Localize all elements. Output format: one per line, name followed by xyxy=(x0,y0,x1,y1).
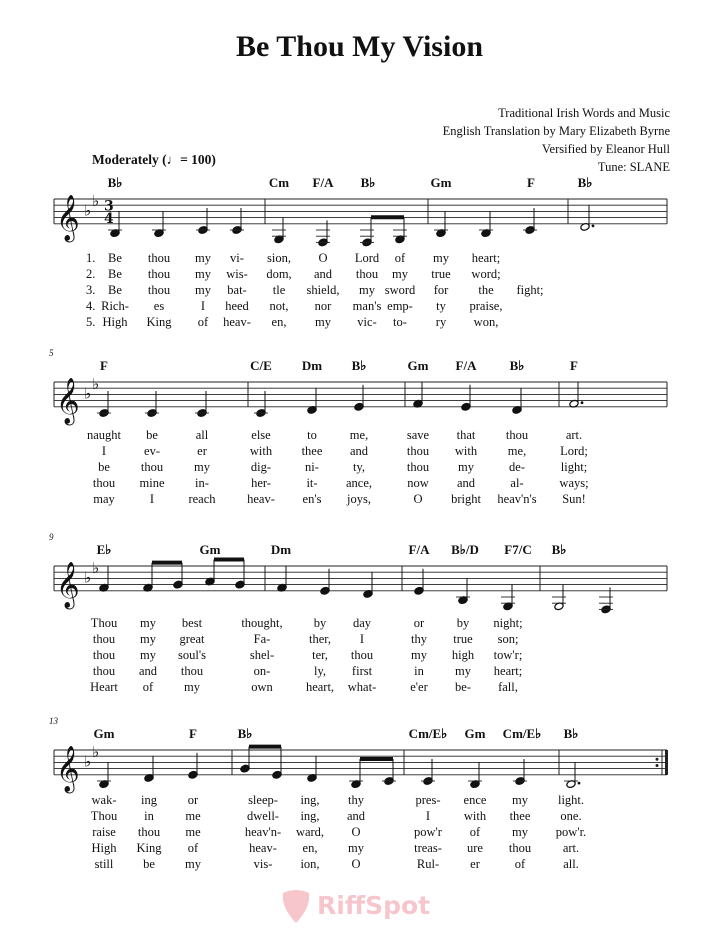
chord-symbol: F/A xyxy=(408,542,430,557)
lyric-syllable: my xyxy=(458,460,474,474)
lyric-syllable: in xyxy=(414,664,424,678)
chord-symbol: F xyxy=(527,175,535,190)
lyric-syllable: ing, xyxy=(300,793,320,807)
lyric-syllable: shel- xyxy=(249,648,275,662)
lyric-syllable: not, xyxy=(269,299,289,313)
chord-symbol: C/E xyxy=(250,358,272,373)
chord-symbol: F xyxy=(189,726,197,741)
lyric-syllable: and xyxy=(456,476,476,490)
lyric-syllable: ry xyxy=(435,315,447,329)
flat-e: ♭ xyxy=(92,743,100,762)
dot xyxy=(592,225,595,228)
lyric-syllable: own xyxy=(251,680,273,694)
lyric-syllable: my xyxy=(184,680,200,694)
lyric-syllable: Be xyxy=(108,267,122,281)
lyric-syllable: Thou xyxy=(90,616,118,630)
verse-number: 1. xyxy=(86,251,96,265)
lyric-syllable: me xyxy=(185,825,201,839)
treble-clef: 𝄞 xyxy=(56,745,80,792)
guitar-pick-icon xyxy=(277,887,315,925)
lyric-syllable: O xyxy=(413,492,423,506)
chord-symbol: B♭/D xyxy=(451,542,479,557)
lyric-syllable: true xyxy=(431,267,451,281)
credit-translation: English Translation by Mary Elizabeth Byrne xyxy=(442,124,670,138)
lyric-syllable: King xyxy=(136,841,162,855)
chord-symbol: Gm xyxy=(464,726,486,741)
lyric-syllable: nor xyxy=(314,299,332,313)
lyric-syllable: her- xyxy=(251,476,271,490)
lyric-syllable: Rich- xyxy=(101,299,129,313)
lyric-syllable: be xyxy=(143,857,155,871)
lyric-syllable: be xyxy=(146,428,158,442)
lyric-syllable: e'er xyxy=(410,680,428,694)
lyric-syllable: with xyxy=(249,444,273,458)
lyric-syllable: to- xyxy=(393,315,407,329)
lyric-syllable: day xyxy=(352,616,372,630)
dot xyxy=(578,782,581,785)
chord-symbol: F xyxy=(570,358,578,373)
treble-clef: 𝄞 xyxy=(56,194,80,241)
lyric-syllable: bat- xyxy=(227,283,247,297)
chord-symbol: Gm xyxy=(93,726,115,741)
lyric-syllable: I xyxy=(200,299,206,313)
lyric-syllable: thou xyxy=(508,841,532,855)
dot xyxy=(581,401,584,404)
lyric-syllable: ther, xyxy=(308,632,332,646)
lyric-syllable: treas- xyxy=(414,841,442,855)
lyric-syllable: ence xyxy=(463,793,487,807)
flat-b: ♭ xyxy=(84,568,92,587)
lyric-syllable: what- xyxy=(347,680,377,694)
chord-symbol: B♭ xyxy=(577,175,593,190)
lyric-syllable: dwell- xyxy=(247,809,279,823)
chord-symbol: Dm xyxy=(270,542,292,557)
lyric-syllable: heav- xyxy=(223,315,251,329)
lyric-syllable: I xyxy=(101,444,107,458)
flat-b: ♭ xyxy=(84,384,92,403)
lyric-syllable: en's xyxy=(302,492,322,506)
lyric-syllable: me, xyxy=(349,428,369,442)
chord-symbol: B♭ xyxy=(351,358,367,373)
lyric-syllable: Lord xyxy=(354,251,380,265)
staff-system xyxy=(54,375,667,426)
lyric-syllable: fight; xyxy=(516,283,544,297)
lyric-syllable: else xyxy=(251,428,271,442)
lyric-syllable: vis- xyxy=(253,857,273,871)
lyric-syllable: my xyxy=(348,841,364,855)
lyric-syllable: the xyxy=(478,283,494,297)
lyric-syllable: Fa- xyxy=(253,632,271,646)
lyric-syllable: my xyxy=(140,648,156,662)
lyric-syllable: I xyxy=(425,809,431,823)
lyric-syllable: O xyxy=(351,825,361,839)
lyric-syllable: raise xyxy=(92,825,116,839)
chord-symbol: Gm xyxy=(430,175,452,190)
lyric-syllable: pow'r xyxy=(414,825,442,839)
flat-e: ♭ xyxy=(92,192,100,211)
lyric-syllable: ion, xyxy=(300,857,320,871)
riffspot-watermark xyxy=(277,887,447,927)
lyric-syllable: heart; xyxy=(493,664,523,678)
chord-symbol: B♭ xyxy=(360,175,376,190)
lyric-syllable: true xyxy=(453,632,473,646)
lyric-syllable: thou xyxy=(92,632,116,646)
lyric-syllable: heav- xyxy=(249,841,277,855)
chord-symbol: F7/C xyxy=(504,542,532,557)
lyric-syllable: by xyxy=(456,616,470,630)
lyric-syllable: bright xyxy=(451,492,481,506)
chord-symbol: E♭ xyxy=(96,542,112,557)
treble-clef: 𝄞 xyxy=(56,561,80,608)
lyric-syllable: wak- xyxy=(91,793,117,807)
lyric-syllable: my xyxy=(455,664,471,678)
lyric-syllable: fall, xyxy=(498,680,518,694)
lyric-syllable: thou xyxy=(147,251,171,265)
lyric-syllable: sleep- xyxy=(248,793,278,807)
lyric-syllable: light. xyxy=(557,793,585,807)
lyric-syllable: emp- xyxy=(387,299,413,313)
lyric-syllable: thou xyxy=(180,664,204,678)
lyric-syllable: now xyxy=(407,476,429,490)
flat-e: ♭ xyxy=(92,559,100,578)
lyric-syllable: thy xyxy=(411,632,427,646)
lyric-syllable: my xyxy=(512,793,528,807)
lyric-syllable: I xyxy=(149,492,155,506)
lyric-syllable: or xyxy=(413,616,425,630)
lyric-syllable: night; xyxy=(493,616,523,630)
lyric-syllable: thee xyxy=(301,444,323,458)
lyric-syllable: all. xyxy=(563,857,579,871)
lyric-syllable: ni- xyxy=(305,460,319,474)
lyric-syllable: tow'r; xyxy=(493,648,523,662)
watermark-text: RiffSpot xyxy=(317,891,431,920)
lyric-syllable: King xyxy=(146,315,172,329)
lyric-syllable: my xyxy=(315,315,331,329)
lyric-syllable: me xyxy=(185,809,201,823)
lyric-syllable: Thou xyxy=(90,809,118,823)
lyric-syllable: of xyxy=(197,315,209,329)
treble-clef: 𝄞 xyxy=(56,377,80,424)
lyric-syllable: to xyxy=(307,428,317,442)
time-signature-top: 3 xyxy=(104,198,114,215)
lyric-syllable: es xyxy=(153,299,165,313)
lyric-syllable: be- xyxy=(455,680,471,694)
lyric-syllable: thou xyxy=(140,460,164,474)
lyric-syllable: thou xyxy=(147,267,171,281)
lyric-syllable: shield, xyxy=(306,283,340,297)
lyric-syllable: Sun! xyxy=(562,492,586,506)
chord-symbol: B♭ xyxy=(551,542,567,557)
lyric-syllable: my xyxy=(195,283,211,297)
lyric-syllable: in xyxy=(144,809,154,823)
lyric-syllable: my xyxy=(433,251,449,265)
lyric-syllable: son; xyxy=(497,632,519,646)
chord-symbol: Dm xyxy=(301,358,323,373)
lyric-syllable: ly, xyxy=(313,664,327,678)
lyric-syllable: thou xyxy=(137,825,161,839)
flat-b: ♭ xyxy=(84,201,92,220)
measure-number: 5 xyxy=(49,348,54,358)
lyric-syllable: my xyxy=(512,825,528,839)
lyric-syllable: reach xyxy=(188,492,216,506)
final-barline-thick xyxy=(665,750,668,775)
lyric-syllable: sword xyxy=(384,283,416,297)
lyric-syllable: ter, xyxy=(312,648,328,662)
lyric-syllable: best xyxy=(181,616,203,630)
chord-symbol: B♭ xyxy=(237,726,253,741)
credit-tune: Tune: SLANE xyxy=(597,160,670,174)
lyric-syllable: Lord; xyxy=(560,444,588,458)
lyric-syllable: praise, xyxy=(469,299,503,313)
lyric-syllable: by xyxy=(313,616,327,630)
lyric-syllable: heart; xyxy=(471,251,501,265)
lyric-syllable: of xyxy=(187,841,199,855)
lyric-syllable: heav'n's xyxy=(497,492,537,506)
lyric-syllable: mine xyxy=(139,476,165,490)
lyric-syllable: thou xyxy=(406,444,430,458)
lyric-syllable: heav- xyxy=(247,492,275,506)
measure-number: 9 xyxy=(49,532,54,542)
lyric-syllable: or xyxy=(187,793,199,807)
lyric-syllable: dig- xyxy=(250,460,272,474)
lyric-syllable: of xyxy=(514,857,526,871)
lyric-syllable: thou xyxy=(147,283,171,297)
lyric-syllable: first xyxy=(351,664,373,678)
lyric-syllable: word; xyxy=(471,267,501,281)
lyric-syllable: Be xyxy=(108,251,122,265)
lyric-syllable: thee xyxy=(509,809,531,823)
lyric-syllable: thou xyxy=(406,460,430,474)
repeat-dot xyxy=(656,758,659,761)
lyric-syllable: ev- xyxy=(144,444,160,458)
lyric-syllable: vic- xyxy=(357,315,377,329)
lyric-syllable: thou xyxy=(505,428,529,442)
lyric-syllable: high xyxy=(451,648,475,662)
chord-symbol: F/A xyxy=(312,175,334,190)
flat-e: ♭ xyxy=(92,375,100,394)
lyric-syllable: won, xyxy=(473,315,499,329)
lyric-syllable: and xyxy=(313,267,333,281)
lyric-syllable: ty xyxy=(436,299,446,313)
lyric-syllable: soul's xyxy=(178,648,206,662)
lyric-syllable: heed xyxy=(225,299,249,313)
lyric-syllable: thou xyxy=(92,476,116,490)
lyric-syllable: and xyxy=(138,664,158,678)
chord-symbol: B♭ xyxy=(509,358,525,373)
credit-words: Traditional Irish Words and Music xyxy=(498,106,670,120)
lyric-syllable: my xyxy=(194,460,210,474)
lyric-syllable: light; xyxy=(560,460,588,474)
lyric-syllable: dom, xyxy=(266,267,292,281)
lyric-syllable: ing xyxy=(141,793,157,807)
lyric-syllable: thou xyxy=(92,664,116,678)
lyric-syllable: great xyxy=(179,632,205,646)
lyric-syllable: en, xyxy=(302,841,318,855)
lyric-syllable: one. xyxy=(560,809,582,823)
lyric-syllable: vi- xyxy=(230,251,244,265)
lyric-syllable: ing, xyxy=(300,809,320,823)
credit-versified: Versified by Eleanor Hull xyxy=(541,142,670,156)
verse-number: 5. xyxy=(86,315,96,329)
chord-symbol: B♭ xyxy=(563,726,579,741)
lyric-syllable: er xyxy=(197,444,207,458)
lyric-syllable: wis- xyxy=(226,267,248,281)
lyric-syllable: thou xyxy=(355,267,379,281)
staff-system xyxy=(54,559,667,614)
lyric-syllable: de- xyxy=(509,460,525,474)
lyric-syllable: of xyxy=(394,251,406,265)
lyric-syllable: I xyxy=(359,632,365,646)
lyric-syllable: still xyxy=(94,857,114,871)
lyric-syllable: and xyxy=(346,809,366,823)
lyric-syllable: and xyxy=(349,444,369,458)
chord-symbol: B♭ xyxy=(107,175,123,190)
lyric-syllable: ance, xyxy=(345,476,373,490)
lyric-syllable: art. xyxy=(565,428,583,442)
staff-system xyxy=(54,192,667,247)
lyric-syllable: thy xyxy=(348,793,364,807)
lyric-syllable: ways; xyxy=(559,476,589,490)
page-title: Be Thou My Vision xyxy=(235,30,484,63)
lyric-syllable: thou xyxy=(92,648,116,662)
chord-symbol: F xyxy=(100,358,108,373)
verse-number: 4. xyxy=(86,299,96,313)
time-signature-bottom: 4 xyxy=(104,210,114,227)
lyric-syllable: O xyxy=(318,251,328,265)
lyric-syllable: sion, xyxy=(267,251,291,265)
lyric-syllable: it- xyxy=(306,476,318,490)
staff-system xyxy=(54,743,668,794)
chord-symbol: Cm/E♭ xyxy=(408,726,448,741)
chord-symbol: Cm xyxy=(268,175,290,190)
lyric-syllable: joys, xyxy=(347,492,371,506)
lyric-syllable: art. xyxy=(562,841,580,855)
lyric-syllable: pow'r. xyxy=(555,825,587,839)
lyric-syllable: all xyxy=(195,428,209,442)
lyric-syllable: al- xyxy=(510,476,524,490)
lyric-syllable: of xyxy=(142,680,154,694)
lyric-syllable: save xyxy=(406,428,430,442)
lyric-syllable: naught xyxy=(86,428,122,442)
measure-number: 13 xyxy=(49,716,58,726)
lyric-syllable: heart, xyxy=(305,680,335,694)
lyric-syllable: thought, xyxy=(241,616,283,630)
lyric-syllable: High xyxy=(91,841,117,855)
lyric-syllable: with xyxy=(463,809,487,823)
lyric-syllable: ure xyxy=(467,841,483,855)
lyric-syllable: ward, xyxy=(295,825,325,839)
chord-symbol: Gm xyxy=(407,358,429,373)
lyric-syllable: Rul- xyxy=(416,857,440,871)
lyric-syllable: High xyxy=(102,315,128,329)
lyric-syllable: my xyxy=(359,283,375,297)
lyric-syllable: on- xyxy=(253,664,271,678)
lyric-syllable: heav'n- xyxy=(244,825,282,839)
lyric-syllable: my xyxy=(411,648,427,662)
lyric-syllable: my xyxy=(195,251,211,265)
chord-symbol: F/A xyxy=(455,358,477,373)
lyric-syllable: Be xyxy=(108,283,122,297)
lyric-syllable: Heart xyxy=(90,680,118,694)
lyric-syllable: O xyxy=(351,857,361,871)
lyric-syllable: man's xyxy=(352,299,382,313)
lyric-syllable: pres- xyxy=(415,793,441,807)
repeat-dot xyxy=(656,764,659,767)
chord-symbol: Gm xyxy=(199,542,221,557)
lyric-syllable: be xyxy=(98,460,110,474)
lyric-syllable: that xyxy=(456,428,476,442)
lyric-syllable: may xyxy=(93,492,115,506)
lyric-syllable: my xyxy=(185,857,201,871)
lyric-syllable: tle xyxy=(272,283,286,297)
lyric-syllable: my xyxy=(140,616,156,630)
lyric-syllable: of xyxy=(469,825,481,839)
lyric-syllable: my xyxy=(140,632,156,646)
lyric-syllable: my xyxy=(392,267,408,281)
lyric-syllable: me, xyxy=(507,444,527,458)
lyric-syllable: in- xyxy=(195,476,209,490)
lyric-syllable: for xyxy=(433,283,449,297)
lyric-syllable: en, xyxy=(271,315,287,329)
chord-symbol: Cm/E♭ xyxy=(502,726,542,741)
verse-number: 3. xyxy=(86,283,96,297)
verse-number: 2. xyxy=(86,267,96,281)
lyric-syllable: thou xyxy=(350,648,374,662)
lyric-syllable: er xyxy=(470,857,480,871)
lyric-syllable: with xyxy=(454,444,478,458)
tempo-marking: Moderately (♩= 100) xyxy=(92,152,216,167)
lyric-syllable: ty, xyxy=(352,460,366,474)
lyric-syllable: my xyxy=(195,267,211,281)
flat-b: ♭ xyxy=(84,752,92,771)
